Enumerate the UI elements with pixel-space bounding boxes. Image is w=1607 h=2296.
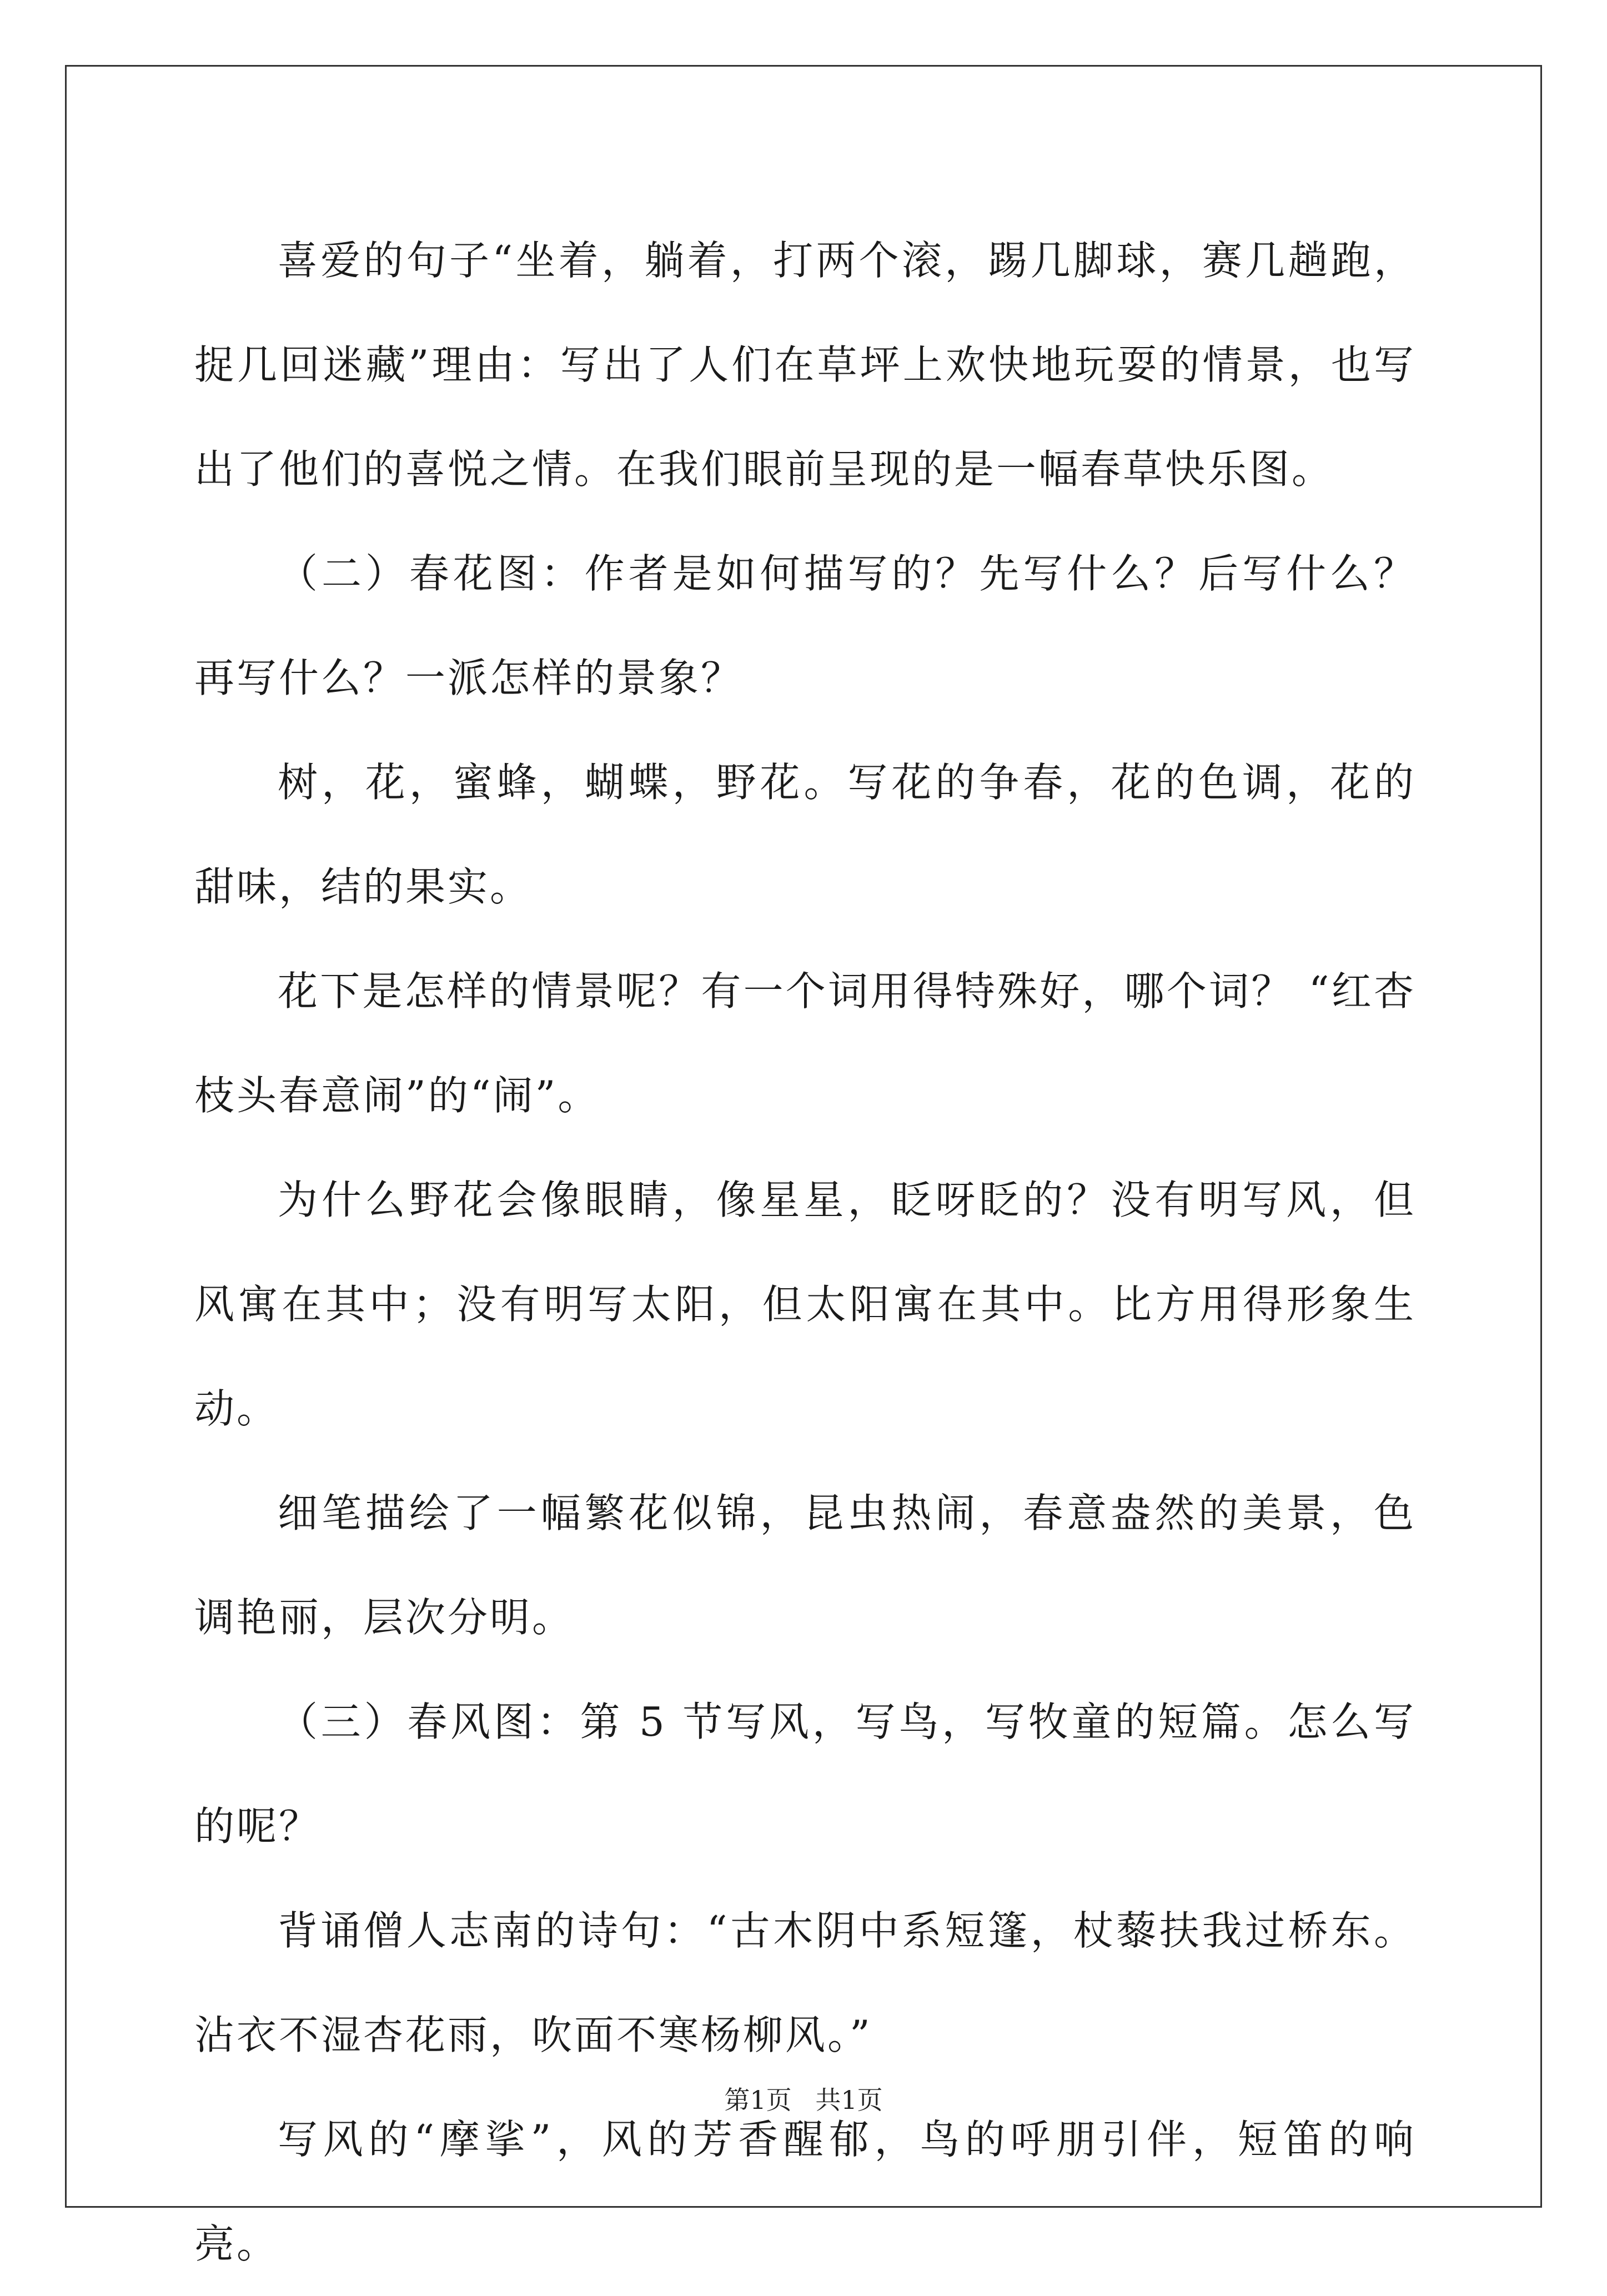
paragraph-5: 为什么野花会像眼睛，像星星，眨呀眨的？没有明写风，但风寓在其中；没有明写太阳，但太阳寓在其中。比方用得形象生动。	[194, 1177, 1416, 1432]
paragraph-7: （三）春风图：第 5 节写风，写鸟，写牧童的短篇。怎么写的呢？	[194, 1699, 1416, 1850]
paragraph-8: 背诵僧人志南的诗句：“古木阴中系短篷，杖藜扶我过桥东。沾衣不湿杏花雨，吹面不寒杨柳风。”	[194, 1907, 1416, 2058]
document-body	[194, 208, 1416, 2296]
paragraph-1: 喜爱的句子“坐着，躺着，打两个滚，踢几脚球，赛几趟跑，捉几回迷藏”理由：写出了人们在草坪上欢快地玩耍的情景，也写出了他们的喜悦之情。在我们眼前呈现的是一幅春草快乐图。	[194, 237, 1416, 493]
paragraph-6: 细笔描绘了一幅繁花似锦，昆虫热闹，春意盎然的美景，色调艳丽，层次分明。	[194, 1490, 1416, 1641]
paragraph-4: 花下是怎样的情景呢？有一个词用得特殊好，哪个词？ “红杏枝头春意闹”的“闹”。	[194, 968, 1416, 1119]
paragraph-3: 树，花，蜜蜂，蝴蝶，野花。写花的争春，花的色调，花的甜味，结的果实。	[194, 759, 1416, 910]
paragraph-9: 写风的“摩挲”，风的芳香醒郁，鸟的呼朋引伴，短笛的响亮。	[194, 2116, 1416, 2267]
page-footer	[0, 2083, 1607, 2117]
page-total: 共1页	[815, 2085, 883, 2115]
paragraph-2: （二）春花图：作者是如何描写的？先写什么？后写什么？再写什么？一派怎样的景象？	[194, 550, 1416, 701]
page-number: 第1页	[724, 2085, 792, 2115]
